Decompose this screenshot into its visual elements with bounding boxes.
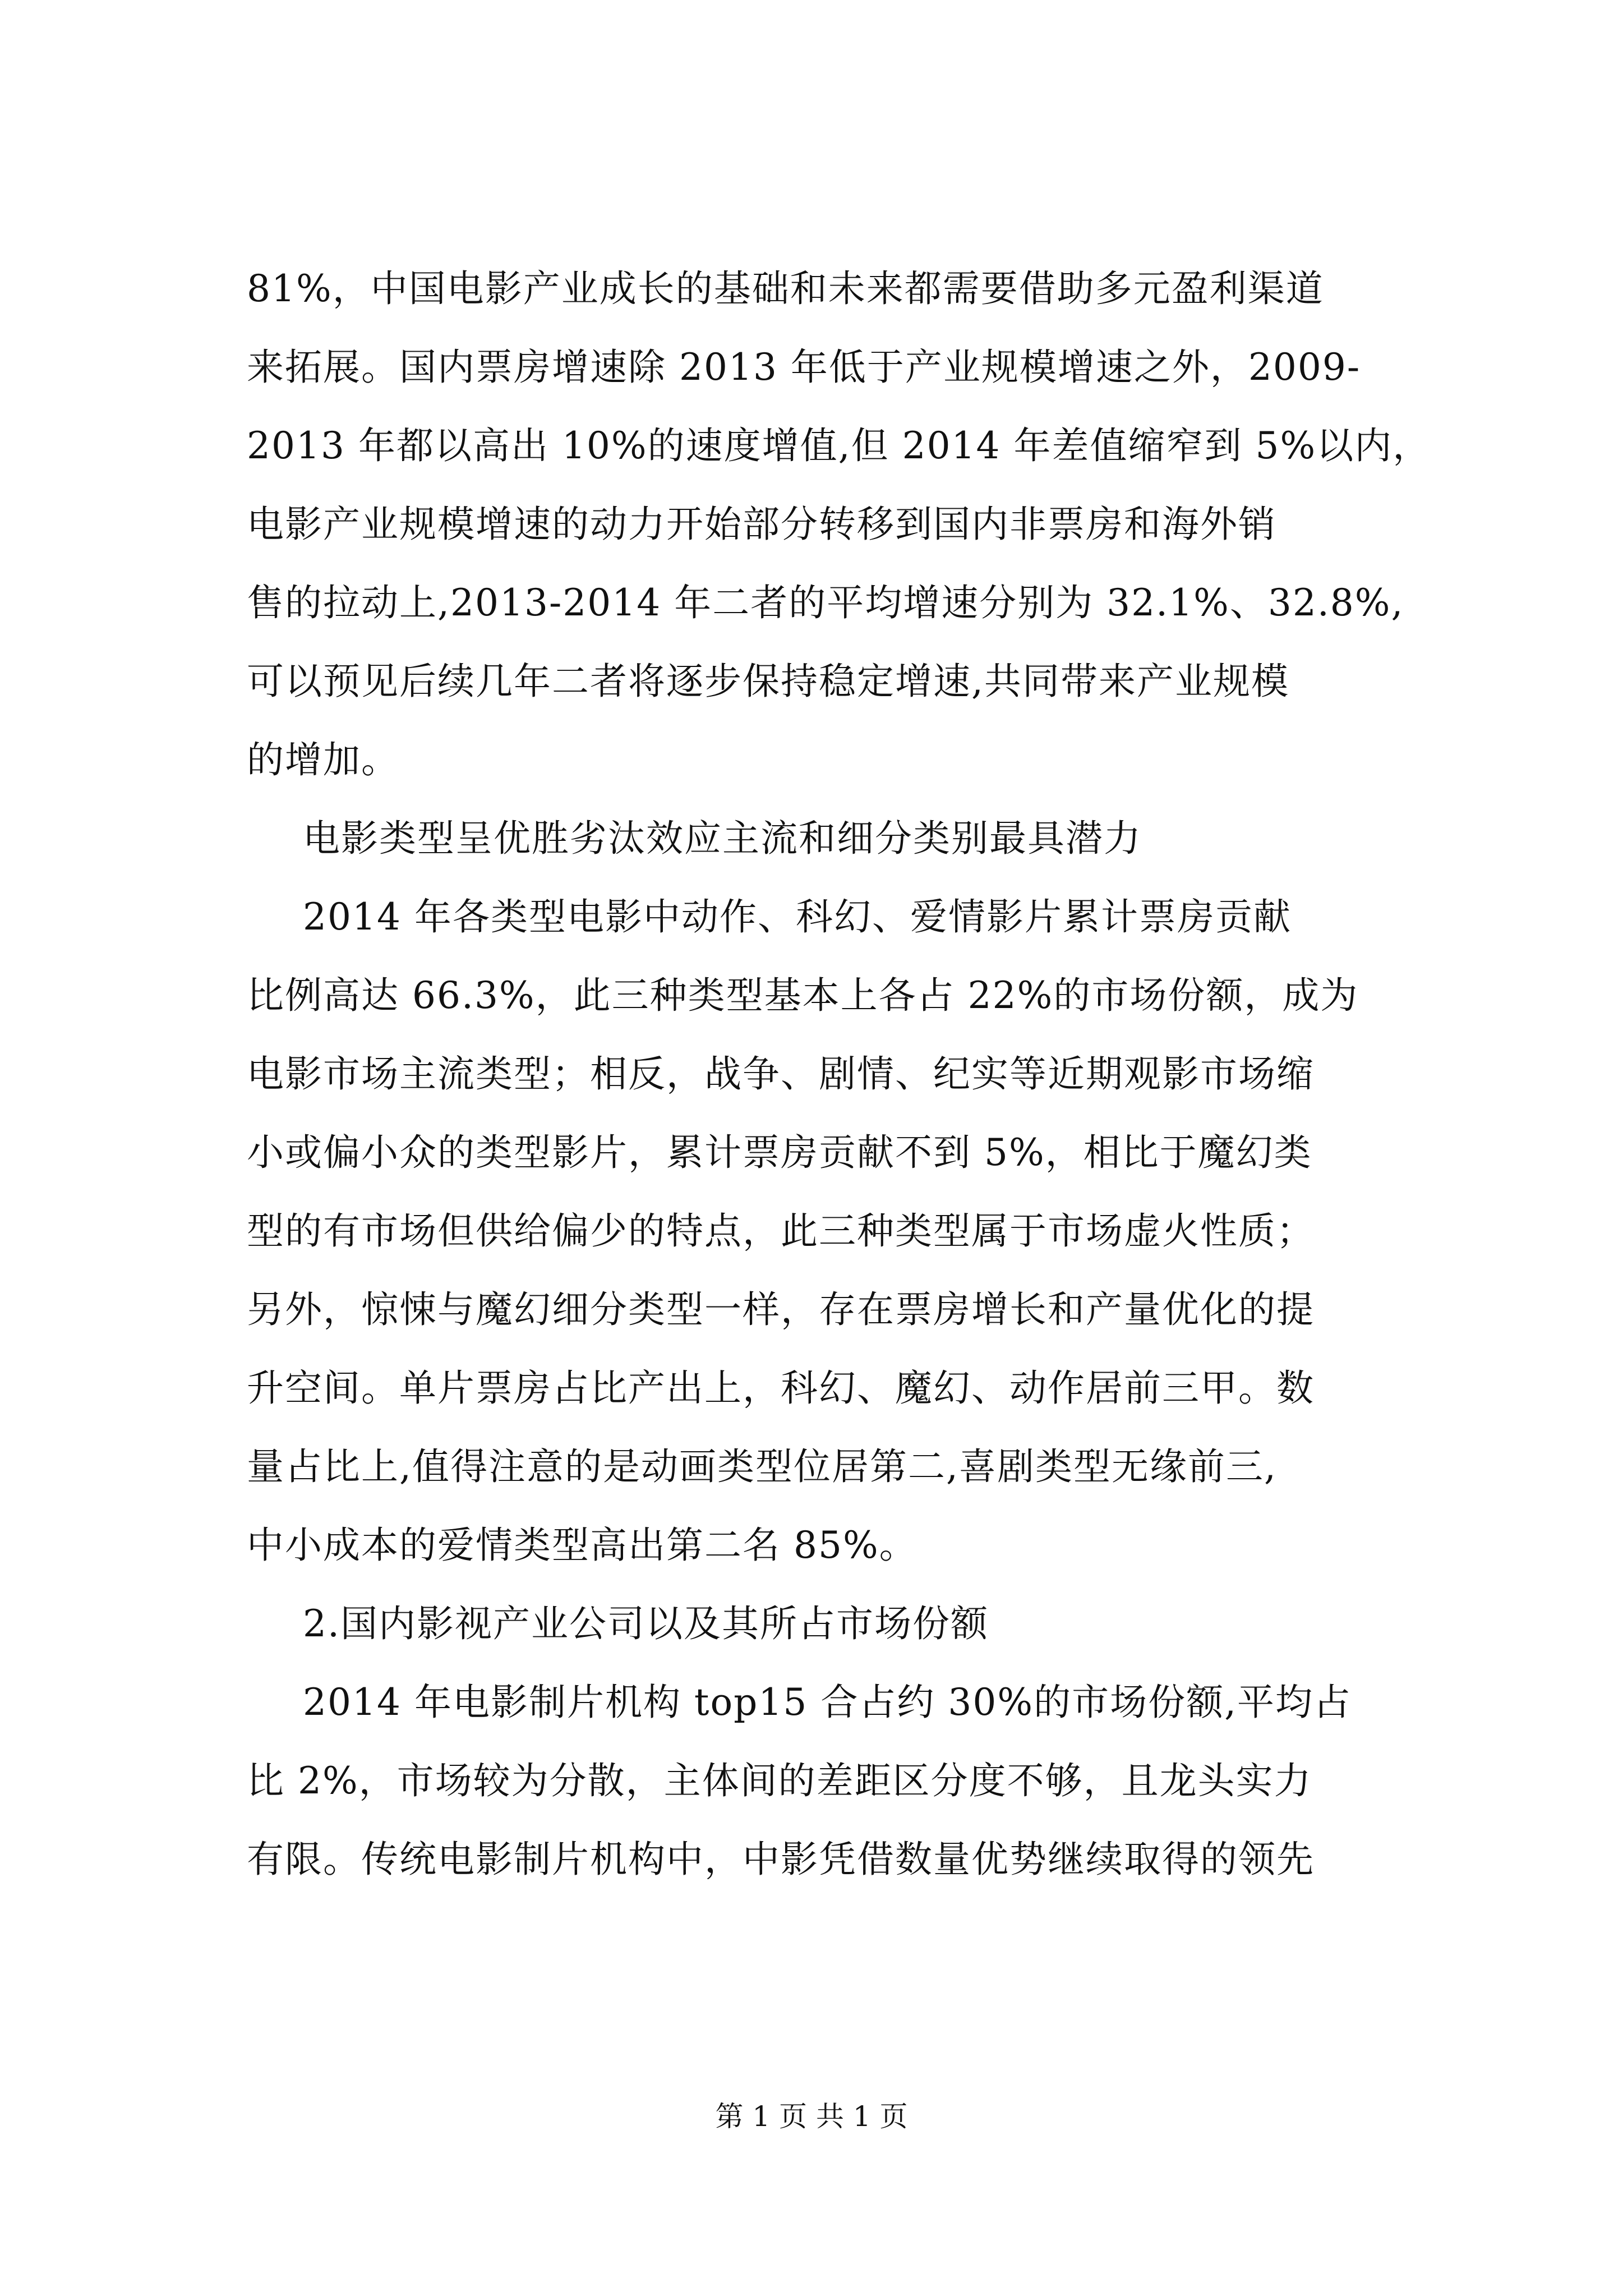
text-line: 电影市场主流类型；相反，战争、剧情、纪实等近期观影市场缩 [247, 1052, 1315, 1096]
text-line: 81%，中国电影产业成长的基础和未来都需要借助多元盈利渠道 [247, 267, 1324, 310]
text-line: 的增加。 [247, 738, 399, 781]
text-line: 型的有市场但供给偏少的特点，此三种类型属于市场虚火性质； [247, 1209, 1315, 1253]
text-line: 来拓展。国内票房增速除 2013 年低于产业规模增速之外，2009- [247, 346, 1361, 389]
text-line: 有限。传统电影制片机构中，中影凭借数量优势继续取得的领先 [247, 1838, 1315, 1881]
section-heading: 2.国内影视产业公司以及其所占市场份额 [303, 1602, 989, 1645]
text-line: 2014 年电影制片机构 top15 合占约 30%的市场份额,平均占 [303, 1681, 1352, 1724]
document-body [247, 250, 1436, 1899]
text-line: 比 2%，市场较为分散，主体间的差距区分度不够，且龙头实力 [247, 1759, 1312, 1802]
text-line: 另外，惊悚与魔幻细分类型一样，存在票房增长和产量优化的提 [247, 1288, 1315, 1331]
text-line: 升空间。单片票房占比产出上，科幻、魔幻、动作居前三甲。数 [247, 1366, 1315, 1410]
text-line: 小或偏小众的类型影片，累计票房贡献不到 5%，相比于魔幻类 [247, 1131, 1312, 1174]
text-line: 售的拉动上,2013-2014 年二者的平均增速分别为 32.1%、32.8%, [247, 581, 1404, 624]
text-line: 量占比上,值得注意的是动画类型位居第二,喜剧类型无缘前三, [247, 1445, 1277, 1488]
text-line: 2014 年各类型电影中动作、科幻、爱情影片累计票房贡献 [303, 895, 1292, 938]
page-footer: 第 1 页 共 1 页 [715, 2100, 908, 2133]
text-line: 比例高达 66.3%，此三种类型基本上各占 22%的市场份额，成为 [247, 974, 1359, 1017]
text-line: 电影产业规模增速的动力开始部分转移到国内非票房和海外销 [247, 503, 1276, 546]
section-heading: 电影类型呈优胜劣汰效应主流和细分类别最具潜力 [303, 817, 1142, 860]
text-line: 2013 年都以高出 10%的速度增值,但 2014 年差值缩窄到 5%以内， [247, 424, 1431, 467]
text-line: 可以预见后续几年二者将逐步保持稳定增速,共同带来产业规模 [247, 660, 1289, 703]
text-line: 中小成本的爱情类型高出第二名 85%。 [247, 1524, 917, 1567]
